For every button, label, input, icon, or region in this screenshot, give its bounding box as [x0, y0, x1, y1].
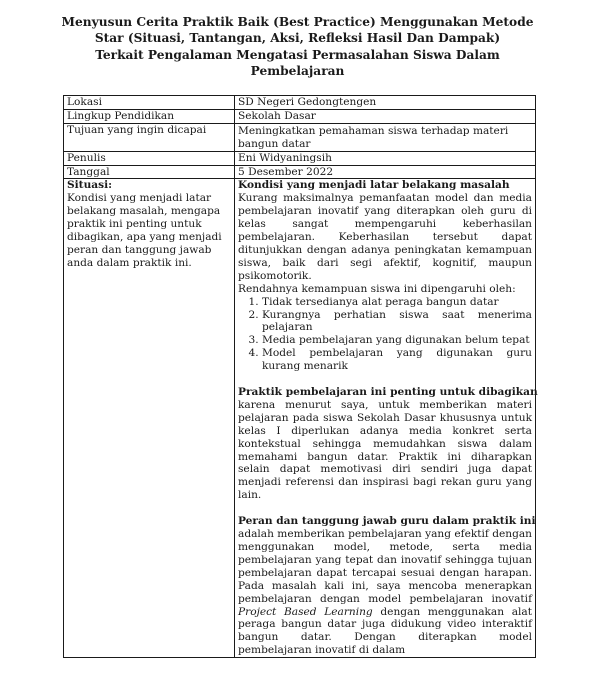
heading-peran: Peran dan tanggung jawab guru dalam praktik ini [238, 515, 536, 528]
para-penting: karena menurut saya, untuk memberikan materi pelajaran pada siswa Sekolah Dasar khususnya untuk kelas I diperlukan adanya media konkret serta kontekstual sehingga memudahkan siswa dalam memahami bangun datar. Praktik ini diharapkan selain dapat memotivasi diri sendiri juga dapat menjadi referensi dan inspirasi bagi rekan guru yang lain. [238, 398, 532, 502]
row-value-penulis: Eni Widyaningsih [235, 151, 536, 165]
title-line-4: Pembelajaran [250, 63, 345, 78]
table-row [64, 165, 536, 179]
row-label-lokasi: Lokasi [64, 96, 235, 110]
para-peran-part-2: dengan menggunakan alat peraga bangun datar juga didukung video interaktif bangun datar. Dengan diterapkan model pembelajaran inovatif di dalam [238, 605, 532, 657]
situasi-content-cell [235, 179, 536, 658]
table-row [64, 109, 536, 123]
title-line-1: Menyusun Cerita Praktik Baik (Best Practice) Menggunakan Metode [61, 15, 534, 29]
row-value-tujuan: Meningkatkan pemahaman siswa terhadap materi bangun datar [235, 123, 536, 151]
row-label-tanggal: Tanggal [64, 165, 235, 179]
row-value-lokasi: SD Negeri Gedongtengen [235, 96, 536, 110]
row-value-tanggal: 5 Desember 2022 [235, 165, 536, 179]
list-item: 2. Kurangnya perhatian siswa saat menerima pelajaran [262, 309, 532, 335]
para-peran-italic: Project Based Learning [238, 605, 373, 618]
list-item: 4. Model pembelajaran yang digunakan guru kurang menarik [262, 347, 532, 373]
heading-penting: Praktik pembelajaran ini penting untuk dibagikan [238, 386, 538, 399]
title-line-2: Star (Situasi, Tantangan, Aksi, Refleksi Hasil Dan Dampak) [94, 31, 501, 46]
row-label-penulis: Penulis [64, 151, 235, 165]
situasi-description: Kondisi yang menjadi latar belakang masalah, mengapa praktik ini penting untuk dibagikan, apa yang menjadi peran dan tanggung jawab anda dalam praktik ini. [67, 192, 222, 269]
row-value-lingkup: Sekolah Dasar [235, 109, 536, 123]
table-row [64, 151, 536, 165]
list-item: 3. Media pembelajaran yang digunakan belum tepat [262, 334, 532, 347]
para-rendahnya: Rendahnya kemampuan siswa ini dipengaruhi oleh: [238, 282, 516, 295]
table-row-situasi [64, 179, 536, 658]
table-row [64, 96, 536, 110]
para-latar-belakang: Kurang maksimalnya pemanfaatan model dan media pembelajaran inovatif yang diterapkan oleh guru di kelas sangat mempengaruhi keberhasilan pembelajaran. Keberhasilan tersebut dapat ditunjukkan dengan adanya peningkatan kemampuan siswa, baik dari segi afektif, kognitif, maupun psikomotorik. [238, 192, 532, 282]
row-label-lingkup: Lingkup Pendidikan [64, 109, 235, 123]
factors-list [238, 296, 532, 373]
list-item: 1. Tidak tersedianya alat peraga bangun datar [262, 296, 532, 309]
row-label-tujuan: Tujuan yang ingin dicapai [64, 123, 235, 151]
situasi-label-cell [64, 179, 235, 658]
heading-latar-belakang: Kondisi yang menjadi latar belakang masalah [238, 179, 510, 192]
situasi-label: Situasi: [67, 179, 113, 192]
document-title [60, 14, 535, 79]
title-line-3: Terkait Pengalaman Mengatasi Permasalahan Siswa Dalam [95, 47, 500, 62]
table-row [64, 123, 536, 151]
para-peran-part-1: adalah memberikan pembelajaran yang efektif dengan menggunakan model, metode, serta media pembelajaran yang tepat dan inovatif sehingga tujuan pembelajaran dapat tercapai sesuai dengan harapan. Pada masalah kali ini, saya mencoba menerapkan pembelajaran dengan model pembelajaran inovatif [238, 528, 532, 605]
info-table [63, 95, 536, 658]
para-peran [238, 528, 532, 657]
